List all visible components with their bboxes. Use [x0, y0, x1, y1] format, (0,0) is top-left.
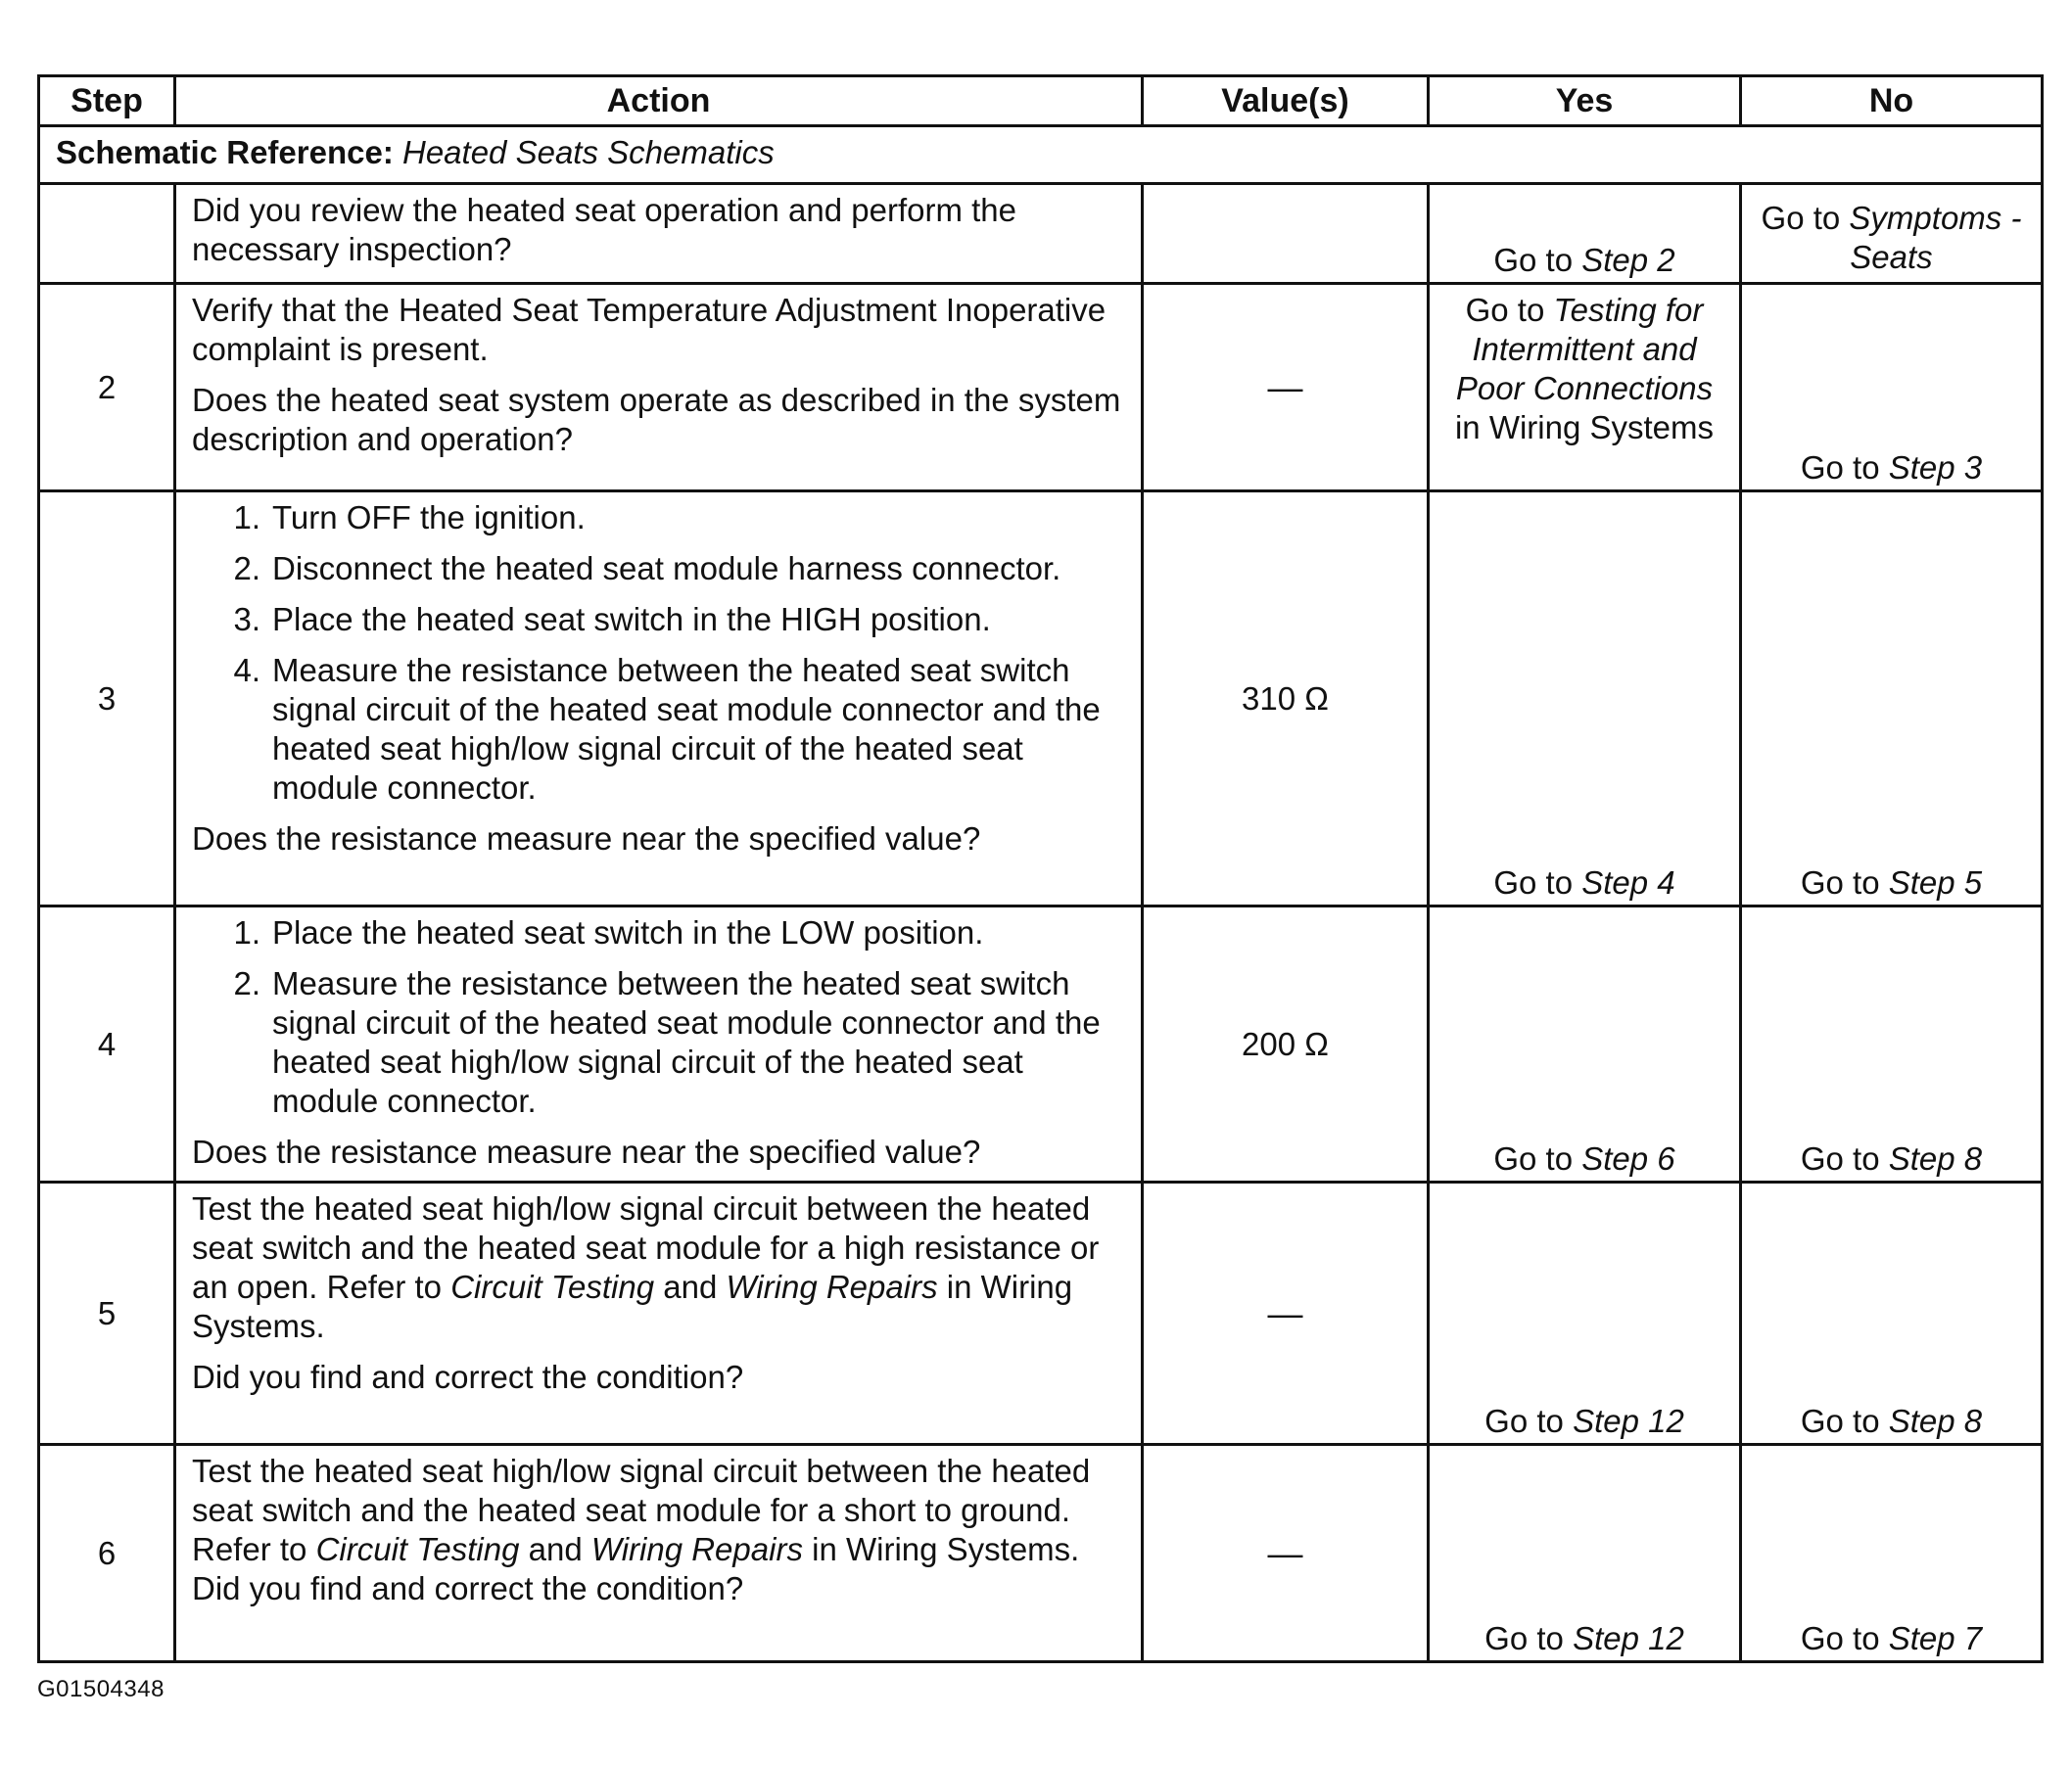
- no-prefix: Go to: [1800, 1403, 1880, 1439]
- schematic-reference: [39, 126, 2043, 184]
- table-row: [39, 1183, 2043, 1445]
- no-cell: [1741, 491, 2043, 906]
- yes-cell: [1429, 1445, 1741, 1662]
- list-item: 4. Measure the resistance between the heated seat switch signal circuit of the heated seat module connector and the heated seat high/low signal circuit of the heated seat module connector.: [233, 652, 1101, 806]
- yes-target-link[interactable]: Testing for Intermittent and Poor Connections: [1455, 292, 1714, 406]
- yes-cell: [1429, 906, 1741, 1183]
- yes-prefix: Go to: [1484, 1403, 1564, 1439]
- no-prefix: Go to: [1800, 449, 1880, 486]
- list-item: 1. Turn OFF the ignition.: [233, 499, 586, 535]
- no-cell: [1741, 284, 2043, 491]
- action-steps: [192, 913, 1125, 1121]
- no-cell: [1741, 184, 2043, 284]
- list-item: 1. Place the heated seat switch in the LOW position.: [233, 914, 984, 951]
- value-cell: 310 Ω: [1143, 491, 1429, 906]
- action-question: Did you find and correct the condition?: [192, 1570, 744, 1606]
- no-target-link[interactable]: Symptoms - Seats: [1849, 200, 2022, 275]
- yes-prefix: Go to: [1493, 242, 1574, 278]
- figure-id: G01504348: [37, 1676, 165, 1702]
- yes-suffix: in Wiring Systems: [1454, 409, 1715, 445]
- step-number: 5: [39, 1183, 175, 1445]
- list-item: 2. Measure the resistance between the heated seat switch signal circuit of the heated seat module connector and the heated seat high/low signal circuit of the heated seat module connector.: [233, 965, 1101, 1119]
- header-no: No: [1741, 76, 2043, 126]
- table-row: [39, 906, 2043, 1183]
- header-yes: Yes: [1429, 76, 1741, 126]
- header-action: Action: [175, 76, 1143, 126]
- yes-target-link[interactable]: Step 2: [1581, 242, 1675, 278]
- header-values: Value(s): [1143, 76, 1429, 126]
- yes-cell: [1429, 284, 1741, 491]
- yes-target-link[interactable]: Step 12: [1573, 1403, 1684, 1439]
- yes-cell: [1429, 491, 1741, 906]
- table-row: [39, 184, 2043, 284]
- no-target-link[interactable]: Step 5: [1888, 864, 1983, 901]
- table-row: [39, 284, 2043, 491]
- action-question: Does the heated seat system operate as described in the system description and operation?: [192, 382, 1121, 457]
- wiring-repairs-link[interactable]: Wiring Repairs: [726, 1269, 938, 1305]
- action-question: Did you review the heated seat operation and perform the necessary inspection?: [192, 192, 1017, 267]
- value-cell: —: [1143, 1445, 1429, 1662]
- header-step: Step: [39, 76, 175, 126]
- step-number: [39, 184, 175, 284]
- list-item: 3. Place the heated seat switch in the HIGH position.: [233, 601, 991, 637]
- step-number: 3: [39, 491, 175, 906]
- action-cell: [175, 906, 1143, 1183]
- no-target-link[interactable]: Step 8: [1888, 1403, 1983, 1439]
- value-cell: —: [1143, 1183, 1429, 1445]
- schematic-reference-label: Schematic Reference:: [56, 134, 394, 170]
- yes-prefix: Go to: [1493, 864, 1574, 901]
- yes-target-link[interactable]: Step 12: [1573, 1620, 1684, 1656]
- no-target-link[interactable]: Step 3: [1888, 449, 1983, 486]
- yes-target-link[interactable]: Step 6: [1581, 1140, 1675, 1177]
- table-row: [39, 491, 2043, 906]
- wiring-repairs-link[interactable]: Wiring Repairs: [590, 1531, 803, 1567]
- yes-prefix: Go to: [1465, 292, 1545, 328]
- header-row: [39, 76, 2043, 126]
- action-text: Verify that the Heated Seat Temperature Adjustment Inoperative complaint is present.: [192, 292, 1107, 367]
- yes-prefix: Go to: [1484, 1620, 1564, 1656]
- no-prefix: Go to: [1800, 1620, 1880, 1656]
- schematic-reference-link[interactable]: Heated Seats Schematics: [402, 134, 775, 170]
- no-prefix: Go to: [1800, 864, 1880, 901]
- no-cell: [1741, 906, 2043, 1183]
- no-cell: [1741, 1183, 2043, 1445]
- action-cell: [175, 1445, 1143, 1662]
- value-cell: [1143, 184, 1429, 284]
- yes-prefix: Go to: [1493, 1140, 1574, 1177]
- yes-cell: [1429, 1183, 1741, 1445]
- action-question: Does the resistance measure near the specified value?: [192, 820, 981, 857]
- schematic-reference-row: [39, 126, 2043, 184]
- action-question: Does the resistance measure near the specified value?: [192, 1134, 981, 1170]
- table-row: [39, 1445, 2043, 1662]
- action-text: Test the heated seat high/low signal circuit between the heated seat switch and the heated seat module for a high resistance or an open. Refer to Circuit Testing and Wiring Repairs in Wiring Systems.: [192, 1190, 1100, 1344]
- yes-cell: [1429, 184, 1741, 284]
- step-number: 6: [39, 1445, 175, 1662]
- list-item: 2. Disconnect the heated seat module harness connector.: [233, 550, 1061, 586]
- action-cell: [175, 184, 1143, 284]
- action-cell: [175, 284, 1143, 491]
- step-number: 4: [39, 906, 175, 1183]
- action-question: Did you find and correct the condition?: [192, 1359, 744, 1395]
- no-prefix: Go to: [1761, 200, 1841, 236]
- value-cell: —: [1143, 284, 1429, 491]
- no-prefix: Go to: [1800, 1140, 1880, 1177]
- circuit-testing-link[interactable]: Circuit Testing: [450, 1269, 655, 1305]
- no-target-link[interactable]: Step 8: [1888, 1140, 1983, 1177]
- action-cell: [175, 1183, 1143, 1445]
- no-cell: [1741, 1445, 2043, 1662]
- step-number: 2: [39, 284, 175, 491]
- action-cell: [175, 491, 1143, 906]
- action-text: Test the heated seat high/low signal circuit between the heated seat switch and the heated seat module for a short to ground. Refer to Circuit Testing and Wiring Repairs in Wiring Systems.: [192, 1453, 1091, 1567]
- action-steps: [192, 498, 1125, 808]
- circuit-testing-link[interactable]: Circuit Testing: [315, 1531, 520, 1567]
- yes-target-link[interactable]: Step 4: [1581, 864, 1675, 901]
- diagnostic-table: [37, 74, 2044, 1663]
- value-cell: 200 Ω: [1143, 906, 1429, 1183]
- no-target-link[interactable]: Step 7: [1888, 1620, 1983, 1656]
